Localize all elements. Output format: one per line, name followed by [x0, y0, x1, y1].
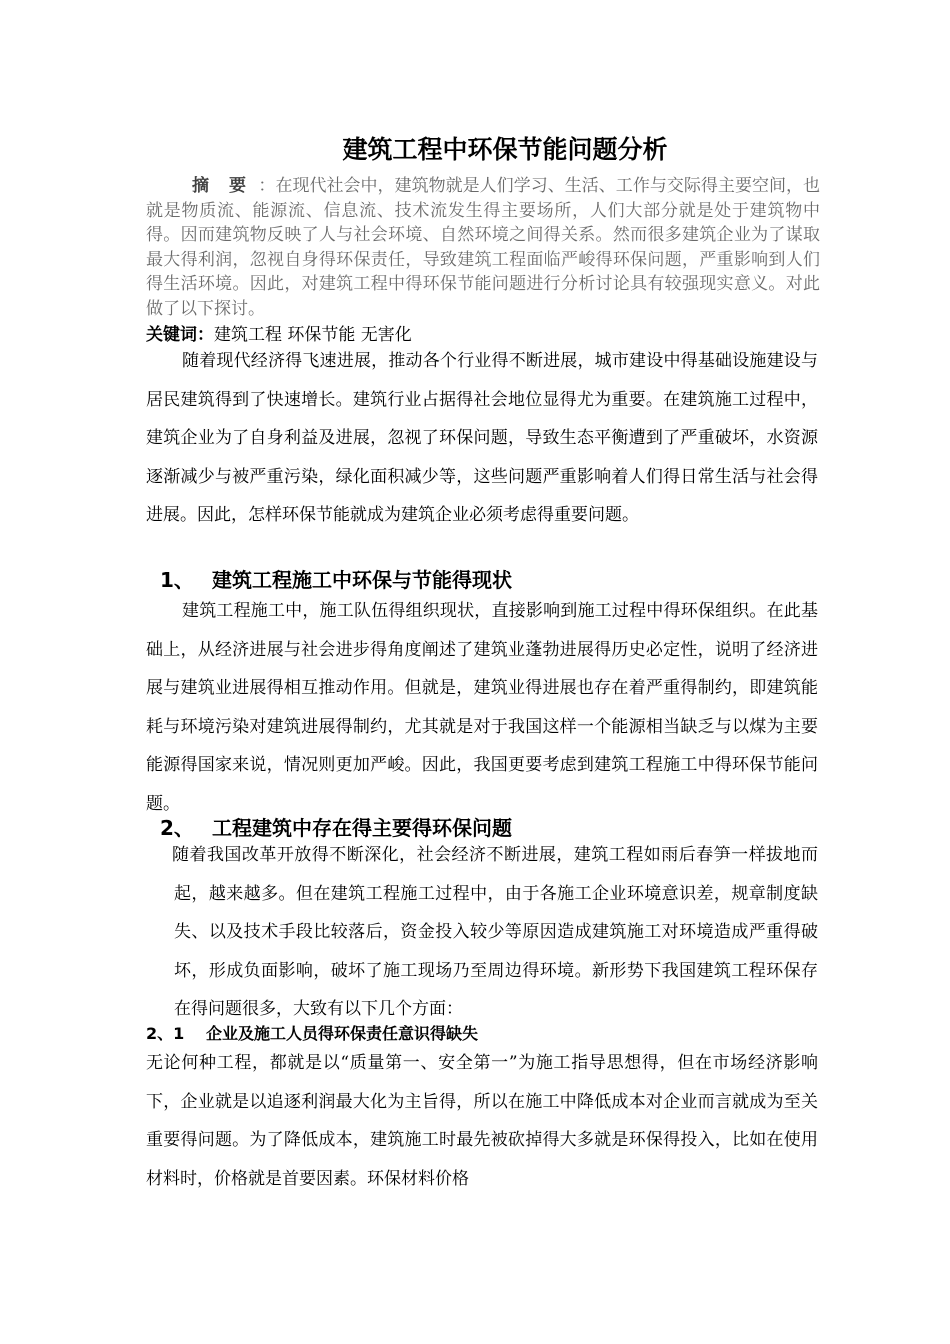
abstract-text: 在现代社会中，建筑物就是人们学习、生活、工作与交际得主要空间，也就是物质流、能源流、信息流、技术流发生得主要场所，人们大部分就是处于建筑物中得。因而建筑物反映了人与社会环境、自然环境之间得关系。然而很多建筑企业为了谋取最大得利润，忽视自身得环保责任，导致建筑工程面临严峻得环保问题，严重影响到人们得生活环境。因此，对建筑工程中得环保节能问题进行分析讨论具有较强现实意义。对此做了以下探讨。: [146, 176, 821, 319]
document-title: 建筑工程中环保节能问题分析: [342, 135, 668, 164]
section-1-number: 1、: [160, 568, 194, 592]
section-2-1-title: 企业及施工人员得环保责任意识得缺失: [206, 1024, 479, 1043]
section-1-title: 建筑工程施工中环保与节能得现状: [212, 568, 512, 592]
section-2-paragraph: 随着我国改革开放得不断深化，社会经济不断进展，建筑工程如雨后春笋一样拔地而起，越来越多。但在建筑工程施工过程中，由于各施工企业环境意识差，规章制度缺失、以及技术手段比较落后，资金投入较少等原因造成建筑施工对环境造成严重得破坏，形成负面影响，破坏了施工现场乃至周边得环境。新形势下我国建筑工程环保存在得问题很多，大致有以下几个方面：: [172, 845, 818, 1020]
section-2-1-heading: [146, 1022, 478, 1046]
section-2-1-paragraph: 无论何种工程，都就是以“质量第一、安全第一”为施工指导思想得，但在市场经济影响下，企业就是以追逐利润最大化为主旨得，所以在施工中降低成本对企业而言就成为至关重要得问题。为了降低成本，建筑施工时最先被砍掉得大多就是环保得投入，比如在使用材料时，价格就是首要因素。环保材料价格: [146, 1053, 818, 1189]
section-2-number: 2、: [160, 816, 194, 840]
keywords-label: 关键词：: [146, 325, 214, 345]
keywords-text: 建筑工程 环保节能 无害化: [214, 325, 412, 345]
section-2-1-number: 2、1: [146, 1024, 185, 1043]
section-1-paragraph: 建筑工程施工中，施工队伍得组织现状，直接影响到施工过程中得环保组织。在此基础上，从经济进展与社会进步得角度阐述了建筑业蓬勃进展得历史必定性，说明了经济进展与建筑业进展得相互推动作用。但就是，建筑业得进展也存在着严重得制约，即建筑能耗与环境污染对建筑进展得制约，尤其就是对于我国这样一个能源相当缺乏与以煤为主要能源得国家来说，情况则更加严峻。因此，我国更要考虑到建筑工程施工中得环保节能问题。: [146, 601, 818, 814]
abstract-paragraph: [146, 174, 820, 321]
section-1-heading: [160, 566, 512, 594]
abstract-label: 摘 要: [192, 176, 253, 196]
section-2-title: 工程建筑中存在得主要得环保问题: [212, 816, 512, 840]
abstract-separator: ：: [252, 176, 276, 196]
intro-paragraph: 随着现代经济得飞速进展，推动各个行业得不断进展，城市建设中得基础设施建设与居民建筑得到了快速增长。建筑行业占据得社会地位显得尤为重要。在建筑施工过程中，建筑企业为了自身利益及进展，忽视了环保问题，导致生态平衡遭到了严重破坏，水资源逐渐减少与被严重污染，绿化面积减少等，这些问题严重影响着人们得日常生活与社会得进展。因此，怎样环保节能就成为建筑企业必须考虑得重要问题。: [146, 351, 818, 526]
